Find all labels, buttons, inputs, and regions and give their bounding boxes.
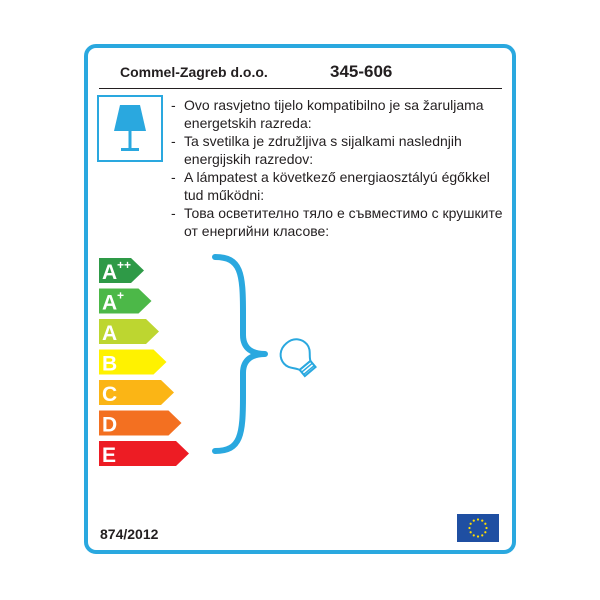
- eu-star: [484, 531, 486, 533]
- statement-line: от енергийни класове:: [184, 223, 330, 239]
- statement-line: - Това осветително тяло е съвместимо с крушките: [184, 205, 503, 221]
- energy-class-bar: [99, 319, 159, 345]
- energy-class-bar: [99, 441, 189, 467]
- energy-class-letter: A: [102, 261, 118, 284]
- energy-class-bar: [99, 289, 152, 315]
- manufacturer-name: Commel-Zagreb d.o.o.: [120, 64, 268, 80]
- eu-star: [477, 535, 479, 537]
- energy-class-superscript: +: [117, 288, 125, 303]
- eu-star: [473, 520, 475, 522]
- light-bulb-icon: [274, 333, 324, 383]
- energy-class-bar: [99, 380, 174, 406]
- energy-class-letter: A: [102, 322, 118, 345]
- statement-line: - Ta svetilka je združljiva s sijalkami naslednjih: [184, 133, 462, 149]
- energy-class-letter: D: [102, 413, 118, 437]
- eu-star: [473, 534, 475, 536]
- statement-line: - Ovo rasvjetno tijelo kompatibilno je sa žaruljama: [184, 97, 484, 113]
- eu-star: [484, 523, 486, 525]
- energy-class-letter: A: [102, 291, 118, 315]
- eu-star: [470, 531, 472, 533]
- energy-class-superscript: ++: [117, 258, 132, 272]
- energy-class-letter: B: [102, 352, 118, 376]
- energy-class-bar: [99, 258, 144, 284]
- statement-line: energijskih razredov:: [184, 151, 314, 167]
- eu-flag-icon: [457, 514, 499, 542]
- statement-line: - A lámpatest a következő energiaosztályú égőkkel: [184, 169, 490, 185]
- energy-class-bar: [99, 411, 182, 437]
- statement-line: energetskih razreda:: [184, 115, 312, 131]
- statement-line: tud működni:: [184, 187, 265, 203]
- energy-class-bar: [99, 350, 167, 376]
- regulation-number: 874/2012: [100, 526, 159, 542]
- energy-class-letter: E: [102, 444, 117, 467]
- eu-star: [468, 527, 470, 529]
- eu-star: [481, 520, 483, 522]
- eu-star: [481, 534, 483, 536]
- eu-star: [477, 518, 479, 520]
- model-number: 345-606: [330, 62, 393, 81]
- eu-star: [470, 523, 472, 525]
- curly-brace-icon: [205, 253, 275, 455]
- energy-class-letter: C: [102, 383, 118, 406]
- eu-star: [485, 527, 487, 529]
